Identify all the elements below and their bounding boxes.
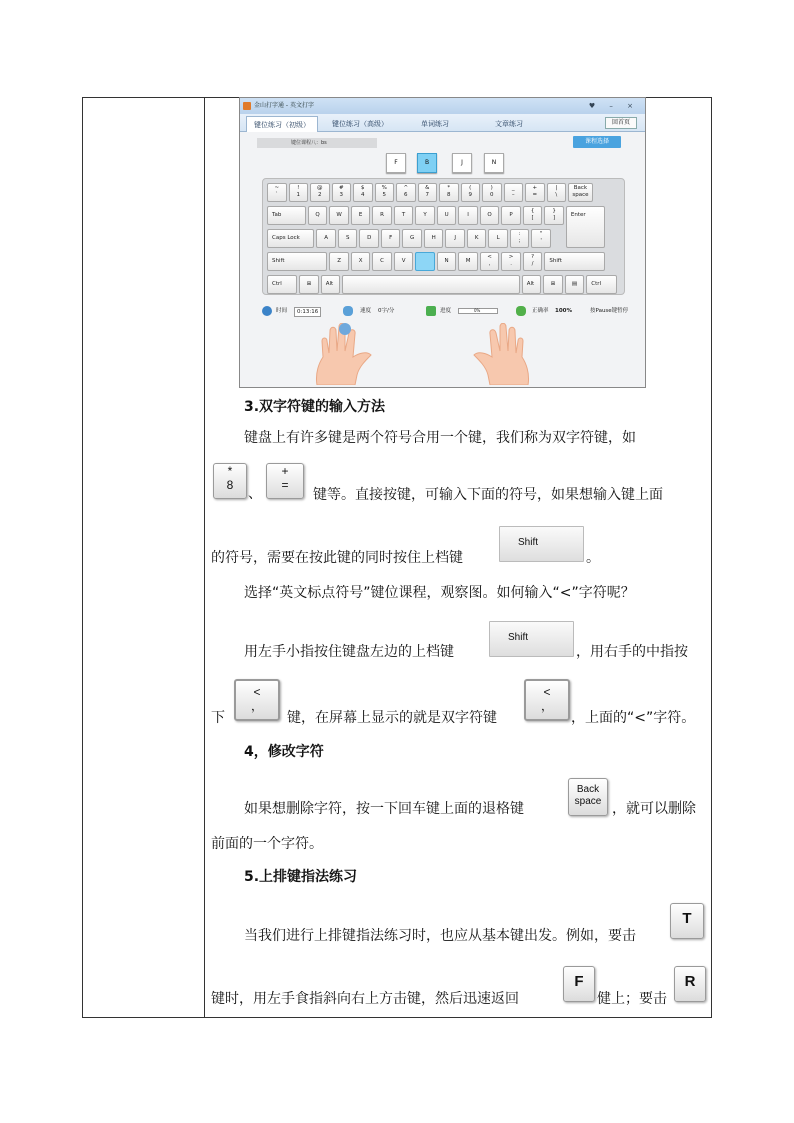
paragraph-8: 当我们进行上排键指法练习时，也应从基本键出发。例如，要击 [244, 928, 636, 944]
keyboard-key: ! 1 [289, 183, 309, 202]
keyboard-key: O [480, 206, 500, 225]
keyboard-key: Back space [568, 183, 593, 202]
accuracy-icon [516, 306, 526, 316]
keyboard-key: ⊞ [543, 275, 563, 294]
keyboard-key: { [ [523, 206, 543, 225]
keyboard-key: H [424, 229, 444, 248]
tab-articles[interactable]: 文章练习 [495, 120, 523, 128]
keyboard-key: G [402, 229, 422, 248]
keyboard-key: Q [308, 206, 328, 225]
paragraph-4: 用左手小指按住键盘左边的上档键 [244, 644, 454, 660]
keyboard-key: N [437, 252, 457, 271]
keyboard-key: ⊞ [299, 275, 319, 294]
keyboard-key: I [458, 206, 478, 225]
right-hand-icon [466, 323, 532, 385]
keyboard-key: E [351, 206, 371, 225]
heading-4: 4，修改字符 [244, 744, 324, 760]
paragraph-7: 前面的一个字符。 [211, 836, 323, 852]
keyboard-key: # 3 [332, 183, 352, 202]
keyboard-key: Alt [321, 275, 341, 294]
paragraph-5-middle: 键，在屏幕上显示的就是双字符键 [287, 710, 497, 726]
keyboard-spacebar [342, 275, 520, 294]
key-less-comma-icon: < ， [234, 679, 280, 721]
keyboard-key: V [394, 252, 414, 271]
target-key: F [386, 153, 406, 173]
heading-3: 3.双字符键的输入方法 [244, 399, 386, 415]
tab-words[interactable]: 单词练习 [421, 120, 449, 128]
keyboard-key: P [501, 206, 521, 225]
keyboard-key: J [445, 229, 465, 248]
paragraph-9-tail: 健上；要击 [597, 991, 667, 1007]
keyboard-key: Alt [522, 275, 542, 294]
keyboard-key: < , [480, 252, 500, 271]
key-r-icon: R [674, 966, 706, 1002]
paragraph-9: 键时，用左手食指斜向右上方击键，然后迅速返回 [211, 991, 519, 1007]
keyboard-key: Ctrl [586, 275, 616, 294]
typing-app-screenshot [239, 97, 646, 388]
keyboard-key: | \ [547, 183, 567, 202]
keyboard-key: ? / [523, 252, 543, 271]
pause-hint: 按Pause键暂停 [590, 308, 629, 314]
keyboard-key: $ 4 [353, 183, 373, 202]
keyboard-key: X [351, 252, 371, 271]
app-titlebar [240, 98, 645, 114]
progress-label: 进度 [440, 308, 452, 314]
keyboard-key: ^ 6 [396, 183, 416, 202]
course-label: 键位课程八：bs [257, 138, 377, 148]
paragraph-1-tail: 键等。直接按键，可输入下面的符号，如果想输入键上面 [313, 487, 663, 503]
paragraph-5-start: 下 [211, 710, 225, 726]
paragraph-6: 如果想删除字符，按一下回车键上面的退格键 [244, 801, 524, 817]
target-key: J [452, 153, 472, 173]
target-key-current: B [417, 153, 437, 173]
keyboard-key: Enter [566, 206, 605, 248]
keyboard-key: W [329, 206, 349, 225]
paragraph-5-end: ，上面的“<”字符。 [571, 710, 696, 726]
left-hand-icon [313, 323, 379, 385]
keyboard-key: Tab [267, 206, 306, 225]
keyboard-key: } ] [544, 206, 564, 225]
paragraph-2: 的符号，需要在按此键的同时按住上档键 [211, 550, 463, 566]
keyboard-key: ~ ` [267, 183, 287, 202]
speed-icon [343, 306, 353, 316]
app-title: 金山打字通 - 英文打字 [254, 102, 314, 109]
tab-keys-advanced[interactable]: 键位练习（高级） [332, 120, 388, 128]
keyboard-key: F [381, 229, 401, 248]
keyboard-key: S [338, 229, 358, 248]
key-backspace-icon: Back space [568, 778, 608, 816]
progress-value: 0% [474, 308, 481, 313]
time-value: 0:13:16 [294, 307, 321, 317]
keyboard-key: > . [501, 252, 521, 271]
keyboard-key: A [316, 229, 336, 248]
paragraph-6-tail: ，就可以删除 [612, 801, 696, 817]
keyboard-key: R [372, 206, 392, 225]
target-key: N [484, 153, 504, 173]
table-column-divider [204, 98, 205, 1017]
paragraph-1: 键盘上有许多键是两个符号合用一个键，我们称为双字符键，如 [244, 430, 636, 446]
app-logo-icon [243, 102, 251, 110]
progress-icon [426, 306, 436, 316]
paragraph-3: 选择“英文标点符号”键位课程，观察图。如何输入“<”字符呢？ [244, 585, 635, 601]
keyboard-key: C [372, 252, 392, 271]
keyboard-key: " ' [531, 229, 551, 248]
key-less-comma-icon: < ， [524, 679, 570, 721]
keyboard-key: Caps Lock [267, 229, 314, 248]
status-bar [240, 304, 645, 318]
accuracy-label: 正确率 [532, 308, 549, 314]
home-button[interactable]: 回首页 [605, 117, 637, 129]
key-shift-icon: Shift [499, 526, 584, 562]
keyboard-key: Z [329, 252, 349, 271]
key-f-icon: F [563, 966, 595, 1002]
keyboard-key: L [488, 229, 508, 248]
accuracy-value: 100% [555, 308, 572, 314]
keyboard-key: + = [525, 183, 545, 202]
time-label: 时间 [276, 308, 288, 314]
paragraph-2-end: 。 [586, 550, 600, 566]
keyboard-key: : ; [510, 229, 530, 248]
keyboard-key: @ 2 [310, 183, 330, 202]
virtual-keyboard [262, 178, 625, 295]
paragraph-4-tail: ，用右手的中指按 [576, 644, 688, 660]
keyboard-key: D [359, 229, 379, 248]
speed-value: 0字/分 [378, 308, 395, 314]
tab-keys-basic[interactable]: 键位练习（初级） [246, 116, 318, 132]
keyboard-key: ) 0 [482, 183, 502, 202]
keyboard-key: * 8 [439, 183, 459, 202]
key-shift-icon: Shift [489, 621, 574, 657]
keyboard-key: Ctrl [267, 275, 297, 294]
keyboard-key: _ – [504, 183, 524, 202]
keyboard-key: Y [415, 206, 435, 225]
keyboard-key: U [437, 206, 457, 225]
clock-icon [262, 306, 272, 316]
key-star-8-icon: * 8 [213, 463, 247, 499]
keyboard-key: & 7 [418, 183, 438, 202]
window-controls[interactable]: ♥ – × [588, 102, 639, 110]
key-plus-equal-icon: + = [266, 463, 304, 499]
separator-text: 、 [248, 486, 262, 502]
keyboard-key: K [467, 229, 487, 248]
keyboard-key: Shift [267, 252, 327, 271]
key-t-icon: T [670, 903, 704, 939]
keyboard-key: % 5 [375, 183, 395, 202]
heading-5: 5.上排键指法练习 [244, 869, 358, 885]
speed-label: 速度 [360, 308, 372, 314]
keyboard-key: Shift [544, 252, 604, 271]
app-tabs [240, 114, 645, 132]
keyboard-key: T [394, 206, 414, 225]
keyboard-key: ▤ [565, 275, 585, 294]
course-select-button[interactable]: 课程选择 [573, 136, 621, 148]
keyboard-key: M [458, 252, 478, 271]
keyboard-key: ( 9 [461, 183, 481, 202]
keyboard-key-highlighted [415, 252, 435, 271]
